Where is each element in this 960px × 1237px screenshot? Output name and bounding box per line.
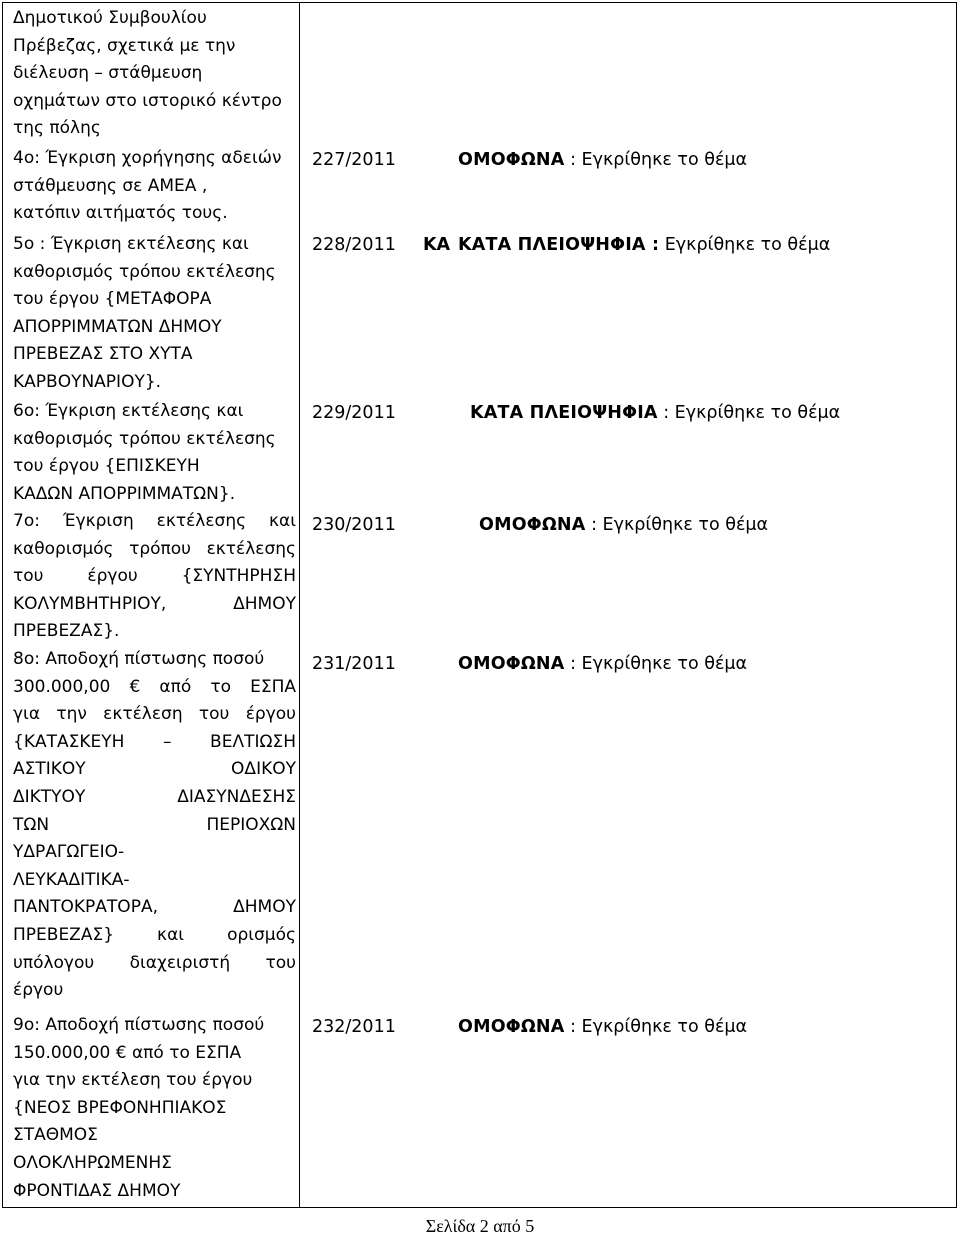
decision-vote: ΟΜΟΦΩΝΑ xyxy=(479,515,586,535)
agenda-item-line: 6ο: Έγκριση εκτέλεσης και xyxy=(13,401,244,421)
agenda-item-line: ΑΠΟΡΡΙΜΜΑΤΩΝ ΔΗΜΟΥ xyxy=(13,316,222,337)
minutes-table xyxy=(2,2,957,1208)
agenda-item-line: 8ο: Αποδοχή πίστωσης ποσού xyxy=(13,649,265,669)
agenda-item-line: ΠΑΝΤΟΚΡΑΤΟΡΑ, ΔΗΜΟΥ xyxy=(13,897,296,918)
decision-row xyxy=(312,231,956,259)
agenda-item-line: ΠΡΕΒΕΖΑΣ} και ορισμός xyxy=(13,924,296,945)
decision-number: 231/2011 xyxy=(312,654,396,674)
agenda-item-line: καθορισμός τρόπου εκτέλεσης xyxy=(13,538,296,559)
agenda-item-line: 150.000,00 € από το ΕΣΠΑ xyxy=(13,1042,242,1063)
decision-row xyxy=(312,399,956,427)
decision-vote-block xyxy=(458,1013,747,1041)
decision-vote: ΚΑΤΑ ΠΛΕΙΟΨΗΦΙΑ : xyxy=(458,235,660,255)
agenda-item-line: {ΚΑΤΑΣΚΕΥΗ – ΒΕΛΤΙΩΣΗ xyxy=(13,731,296,752)
agenda-item xyxy=(13,231,296,397)
decision-vote-block xyxy=(479,511,768,539)
agenda-item-line: 7ο: Έγκριση εκτέλεσης και xyxy=(13,511,296,531)
agenda-item-line: ΦΡΟΝΤΙΔΑΣ ΔΗΜΟΥ xyxy=(13,1180,181,1201)
agenda-item-line: του έργου {ΣΥΝΤΗΡΗΣΗ xyxy=(13,566,296,587)
agenda-item xyxy=(13,508,296,646)
agenda-item-line: 5ο : Έγκριση εκτέλεσης και xyxy=(13,234,249,254)
agenda-item-line: ΠΡΕΒΕΖΑΣ ΣΤΟ ΧΥΤΑ xyxy=(13,344,193,365)
agenda-item-line: υπόλογου διαχειριστή του xyxy=(13,952,296,973)
decision-vote: ΟΜΟΦΩΝΑ xyxy=(458,150,565,170)
decision-vote-block xyxy=(458,650,747,678)
agenda-item xyxy=(13,5,296,143)
agenda-item-line: ΠΡΕΒΕΖΑΣ}. xyxy=(13,621,120,642)
agenda-item-line: 4ο: Έγκριση χορήγησης αδειών xyxy=(13,148,282,168)
decision-result: : Εγκρίθηκε το θέμα xyxy=(585,515,769,535)
agenda-item-line: της πόλης xyxy=(13,118,101,139)
decision-prefix: ΚΑ xyxy=(423,235,451,255)
decision-vote-block xyxy=(470,399,840,427)
agenda-item-line: ΚΑΡΒΟΥΝΑΡΙΟΥ}. xyxy=(13,371,162,392)
page-number: Σελίδα 2 από 5 xyxy=(425,1216,535,1236)
decision-vote-block xyxy=(458,231,830,259)
decision-number: 229/2011 xyxy=(312,403,396,423)
decision-number: 232/2011 xyxy=(312,1017,396,1037)
decision-result: : Εγκρίθηκε το θέμα xyxy=(564,150,748,170)
agenda-item-line: ΟΛΟΚΛΗΡΩΜΕΝΗΣ xyxy=(13,1152,172,1173)
decision-result: Εγκρίθηκε το θέμα xyxy=(659,235,831,255)
agenda-item-line: ΔΙΚΤΥΟΥ ΔΙΑΣΥΝΔΕΣΗΣ xyxy=(13,786,296,807)
agenda-item xyxy=(13,145,296,228)
agenda-item-line: καθορισμός τρόπου εκτέλεσης xyxy=(13,261,276,282)
agenda-item-line: {ΝΕΟΣ ΒΡΕΦΟΝΗΠΙΑΚΟΣ xyxy=(13,1097,227,1118)
decision-vote: ΟΜΟΦΩΝΑ xyxy=(458,1017,565,1037)
agenda-item-line: έργου xyxy=(13,980,64,1001)
agenda-item-line: κατόπιν αιτήματός τους. xyxy=(13,203,228,224)
decision-vote: ΚΑΤΑ ΠΛΕΙΟΨΗΦΙΑ xyxy=(470,403,658,423)
agenda-item-line: ΣΤΑΘΜΟΣ xyxy=(13,1125,98,1146)
decision-result: : Εγκρίθηκε το θέμα xyxy=(564,1017,748,1037)
agenda-item-line: για την εκτέλεση του έργου xyxy=(13,1070,253,1091)
decision-number: 228/2011 xyxy=(312,235,396,255)
agenda-item-line: του έργου {ΜΕΤΑΦΟΡΑ xyxy=(13,289,212,310)
decision-number: 230/2011 xyxy=(312,515,396,535)
agenda-item-line: στάθμευσης σε ΑΜΕΑ , xyxy=(13,175,208,196)
decision-vote-block xyxy=(458,146,747,174)
agenda-item-line: ΚΟΛΥΜΒΗΤΗΡΙΟΥ, ΔΗΜΟΥ xyxy=(13,593,296,614)
decision-result: : Εγκρίθηκε το θέμα xyxy=(657,403,841,423)
agenda-item-line: του έργου {ΕΠΙΣΚΕΥΗ xyxy=(13,456,200,477)
decision-row xyxy=(312,511,956,539)
agenda-item-line: Δημοτικού Συμβουλίου xyxy=(13,8,207,28)
agenda-items-column xyxy=(3,3,300,1208)
agenda-item-line: ΚΑΔΩΝ ΑΠΟΡΡΙΜΜΑΤΩΝ}. xyxy=(13,483,236,504)
agenda-item-line: οχημάτων στο ιστορικό κέντρο xyxy=(13,90,282,111)
decision-number: 227/2011 xyxy=(312,150,396,170)
agenda-item-line: για την εκτέλεση του έργου xyxy=(13,704,296,725)
agenda-item xyxy=(13,1012,296,1205)
decision-row xyxy=(312,146,956,174)
agenda-item-line: ΛΕΥΚΑΔΙΤΙΚΑ- xyxy=(13,869,130,890)
agenda-item-line: 9ο: Αποδοχή πίστωσης ποσού xyxy=(13,1015,265,1035)
table-row xyxy=(3,3,957,1208)
agenda-item xyxy=(13,646,296,1005)
decision-row xyxy=(312,1013,956,1041)
agenda-item-line: Πρέβεζας, σχετικά με την xyxy=(13,35,236,56)
agenda-item-line: 300.000,00 € από το ΕΣΠΑ xyxy=(13,676,296,697)
agenda-item-line: διέλευση – στάθμευση xyxy=(13,63,203,84)
agenda-item-line: ΤΩΝ ΠΕΡΙΟΧΩΝ xyxy=(13,814,296,835)
decision-row xyxy=(312,650,956,678)
agenda-item-line: ΥΔΡΑΓΩΓΕΙΟ- xyxy=(13,842,125,863)
agenda-item-line: ΑΣΤΙΚΟΥ ΟΔΙΚΟΥ xyxy=(13,759,296,780)
decision-vote: ΟΜΟΦΩΝΑ xyxy=(458,654,565,674)
agenda-item-line: καθορισμός τρόπου εκτέλεσης xyxy=(13,428,276,449)
decisions-column xyxy=(300,3,957,1208)
agenda-item xyxy=(13,398,296,508)
decision-result: : Εγκρίθηκε το θέμα xyxy=(564,654,748,674)
